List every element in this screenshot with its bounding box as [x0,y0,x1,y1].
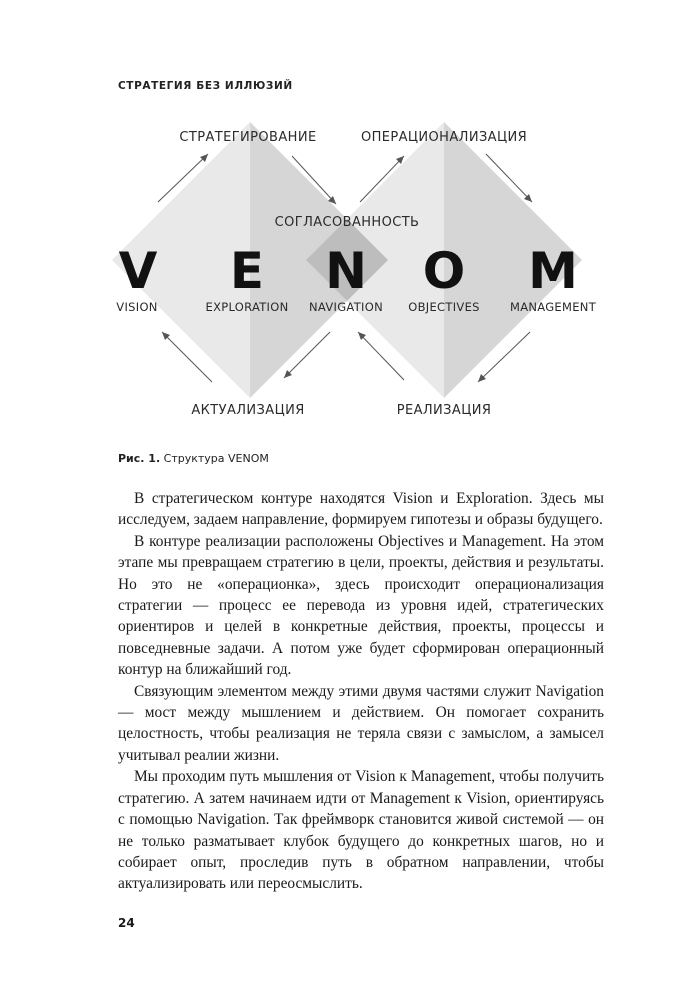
venom-figure [0,120,693,430]
word-navigation: NAVIGATION [309,300,383,314]
figure-caption [118,452,269,465]
label-realization: РЕАЛИЗАЦИЯ [396,403,492,418]
letter-e: E [229,242,265,300]
letter-n: N [325,242,367,300]
body-text [118,488,604,895]
running-head: СТРАТЕГИЯ БЕЗ ИЛЛЮЗИЙ [118,80,293,92]
paragraph: В контуре реализации расположены Objectives и Management. На этом этапе мы превращаем стратегию в цели, проекты, действия и результаты. Но это не «операционка», здесь происходит операционализация стратегии — процесс ее перевода из уровня идей, стратегических ориентиров и целей в конкретные действия, проекты, процессы и повседневные задачи. А потом уже будет сформирован операционный контур на ближайший год. [118,532,604,679]
word-exploration: EXPLORATION [205,300,289,314]
caption-prefix: Рис. 1. [118,452,161,465]
letter-m: M [528,242,578,300]
label-alignment: СОГЛАСОВАННОСТЬ [274,215,420,230]
letter-o: O [422,242,466,300]
page-number: 24 [118,916,135,930]
label-operationalization: ОПЕРАЦИОНАЛИЗАЦИЯ [360,130,528,145]
word-vision: VISION [116,300,158,314]
letter-v: V [118,242,158,300]
word-objectives: OBJECTIVES [408,300,480,314]
caption-text: Структура VENOM [163,452,269,465]
label-actualization: АКТУАЛИЗАЦИЯ [191,403,305,418]
label-strategizing: СТРАТЕГИРОВАНИЕ [179,130,317,145]
word-management: MANAGEMENT [509,300,597,314]
paragraph: Мы проходим путь мышления от Vision к Management, чтобы получить стратегию. А затем начинаем идти от Management к Vision, ориентируясь с помощью Navigation. Так фреймворк становится живой системой — он не только разматывает клубок будущего до конкретных шагов, но и собирает опыт, проследив путь в обратном направлении, чтобы актуализировать или переосмыслить. [118,768,604,893]
paragraph: Связующим элементом между этими двумя частями служит Navigation — мост между мышлением и действием. Он помогает сохранить целостность, чтобы реализация не теряла связи с замыслом, а замысел учитывал реалии жизни. [118,682,604,764]
paragraph: В стратегическом контуре находятся Vision и Exploration. Здесь мы исследуем, задаем направление, формируем гипотезы и образы будущего. [118,490,604,529]
